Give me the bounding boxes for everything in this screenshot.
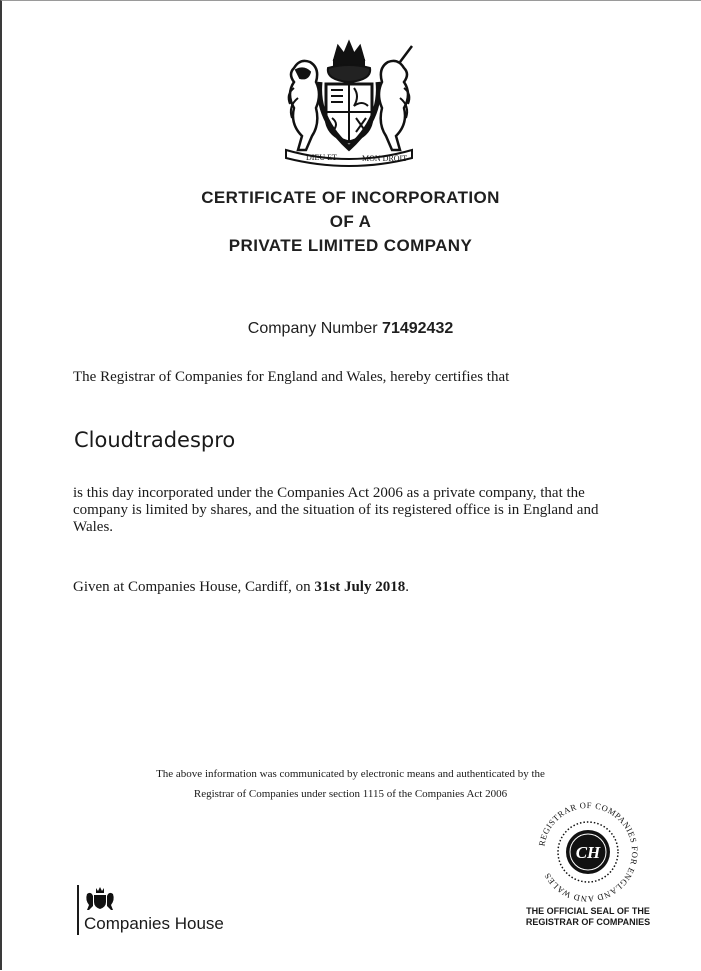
authentication-note-line2: Registrar of Companies under section 1115 of the Companies Act 2006 xyxy=(193,788,508,800)
certifies-statement: The Registrar of Companies for England and Wales, hereby certifies that xyxy=(73,369,510,385)
company-number-label: Company Number xyxy=(247,320,378,337)
authentication-note-line1: The above information was communicated by electronic means and authenticated by the xyxy=(156,768,545,780)
certificate-title-line3: PRIVATE LIMITED COMPANY xyxy=(228,236,473,255)
seal-ring-text: REGISTRAR OF COMPANIES FOR ENGLAND AND WALES xyxy=(536,801,641,903)
seal-monogram: CH xyxy=(575,843,601,862)
company-name: Cloudtradespro xyxy=(74,428,236,452)
company-number-line xyxy=(0,320,701,338)
companies-house-crest-icon xyxy=(85,886,115,912)
seal-caption-line1: THE OFFICIAL SEAL OF THE xyxy=(526,906,650,916)
companies-house-logo-bar xyxy=(77,885,79,935)
motto-right: MON DROIT xyxy=(362,154,408,163)
companies-house-seal-icon xyxy=(531,801,645,903)
companies-house-logo-text: Companies House xyxy=(84,914,224,933)
given-suffix: . xyxy=(405,579,409,595)
royal-coat-of-arms-icon xyxy=(276,38,422,170)
certificate-title-line1: CERTIFICATE OF INCORPORATION xyxy=(201,188,500,207)
company-number-value: 71492432 xyxy=(382,320,454,337)
given-date: 31st July 2018 xyxy=(314,579,406,595)
seal-caption xyxy=(510,906,666,928)
certificate-title-line2: OF A xyxy=(329,212,372,231)
incorporation-statement: is this day incorporated under the Companies Act 2006 as a private company, that the company is limited by shares, and the situation of its registered office is in England and Wales. xyxy=(73,485,599,535)
seal-caption-line2: REGISTRAR OF COMPANIES xyxy=(525,917,651,927)
motto-left: DIEU ET xyxy=(306,153,337,162)
given-prefix: Given at Companies House, Cardiff, on xyxy=(73,579,311,595)
given-statement xyxy=(73,579,409,596)
